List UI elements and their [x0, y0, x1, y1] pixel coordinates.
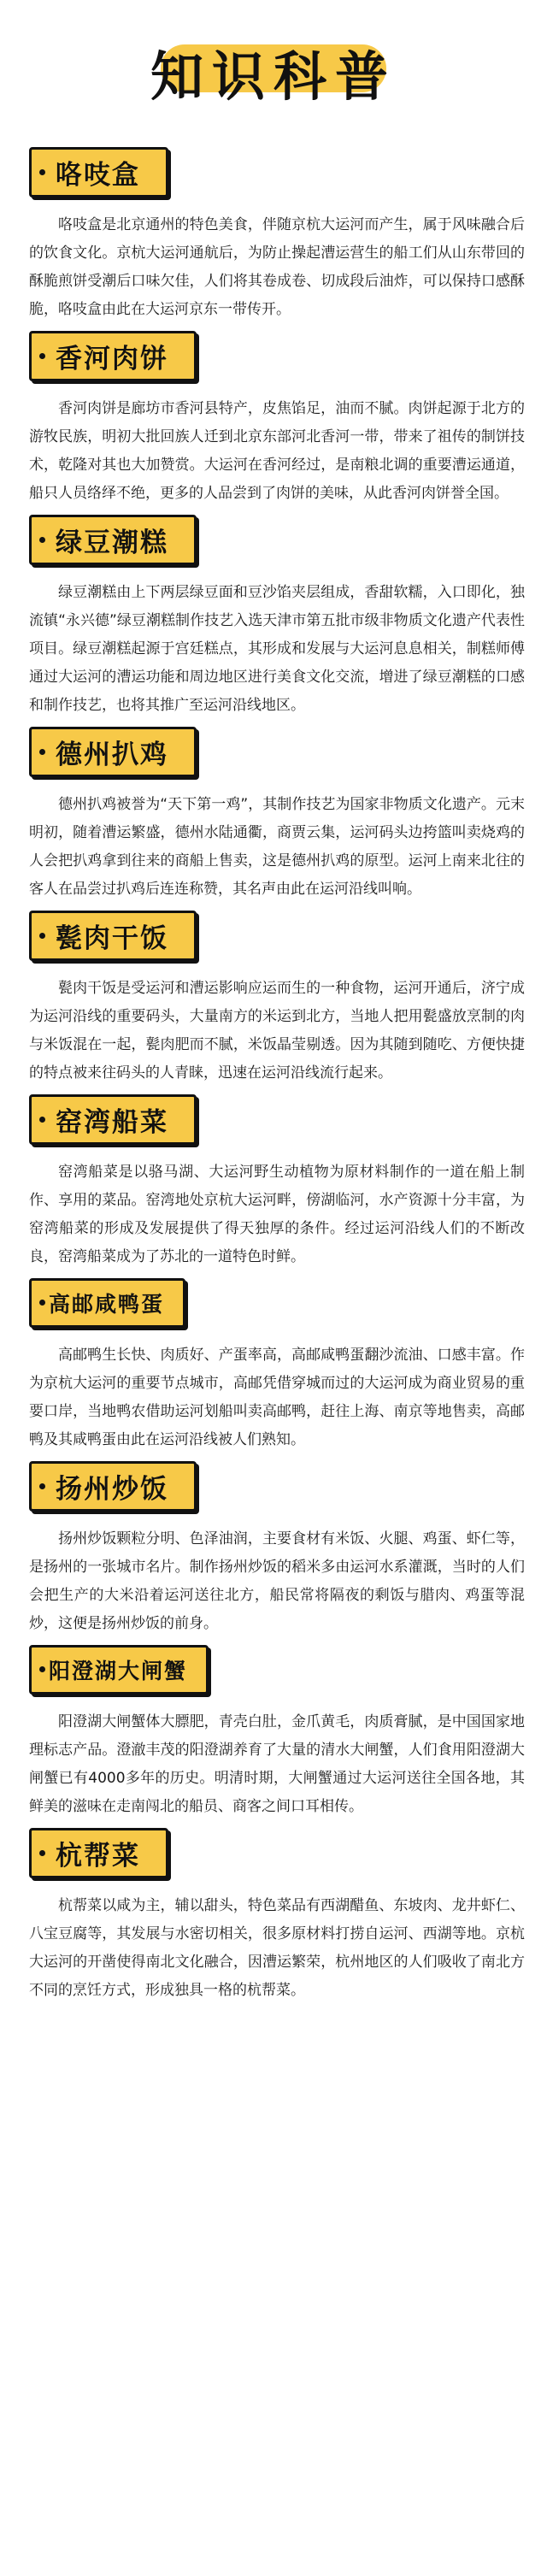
sections-list: [0, 147, 547, 2005]
section-text: 香河肉饼是廊坊市香河县特产，皮焦馅足，油而不腻。肉饼起源于北方的游牧民族，明初大批回族人迁到北京东部河北香河一带，带来了祖传的制饼技术，乾隆对其也大加赞赏。大运河在香河经过，是南粮北调的重要漕运通道，船只人员络绎不绝，更多的人品尝到了肉饼的美味，从此香河肉饼誉全国。: [29, 400, 525, 502]
section-gezhihe: [29, 147, 525, 324]
section-title: 高邮咸鸭蛋: [29, 1278, 185, 1328]
section-yaowan-chuancai: [29, 1094, 525, 1271]
page-header: [0, 0, 547, 147]
section-gaoyou-xianyadan: [29, 1278, 525, 1454]
page-title: 知识科普: [150, 45, 397, 108]
section-bengrou-ganfan: [29, 911, 525, 1088]
section-xianghe-roubing: [29, 331, 525, 508]
section-yangzhou-chaofan: [29, 1461, 525, 1638]
section-title: 德州扒鸡: [29, 727, 197, 777]
section-title: 甏肉干饭: [29, 911, 197, 961]
section-yangchenghu-dazhaxie: [29, 1645, 525, 1821]
section-title: 咯吱盒: [29, 147, 168, 197]
section-text: 扬州炒饭颗粒分明、色泽油润，主要食材有米饭、火腿、鸡蛋、虾仁等，是扬州的一张城市名片。制作扬州炒饭的稻米多由运河水系灌溉，当时的人们会把生产的大米沿着运河送往北方，船民常将隔夜的剩饭与腊肉、鸡蛋等混炒，这便是扬州炒饭的前身。: [29, 1530, 525, 1632]
section-text: 甏肉干饭是受运河和漕运影响应运而生的一种食物，运河开通后，济宁成为运河沿线的重要码头，大量南方的米运到北方，当地人把用甏盛放烹制的肉与米饭混在一起，甏肉肥而不腻，米饭晶莹剔透。因为其随到随吃、方便快捷的特点被来往码头的人青睐，迅速在运河沿线流行起来。: [29, 980, 525, 1082]
section-title: 杭帮菜: [29, 1828, 168, 1878]
section-title: 香河肉饼: [29, 331, 197, 381]
section-text: 咯吱盒是北京通州的特色美食，伴随京杭大运河而产生，属于风味融合后的饮食文化。京杭大运河通航后，为防止操起漕运营生的船工们从山东带回的酥脆煎饼受潮后口味欠佳，人们将其卷成卷、切成段后油炸，可以保持口感酥脆，咯吱盒由此在大运河京东一带传开。: [29, 216, 525, 318]
section-title: 绿豆潮糕: [29, 515, 197, 565]
section-title: 窑湾船菜: [29, 1094, 197, 1145]
section-hangbangcai: [29, 1828, 525, 2005]
section-title: 扬州炒饭: [29, 1461, 197, 1512]
section-text: 高邮鸭生长快、肉质好、产蛋率高，高邮咸鸭蛋翻沙流油、口感丰富。作为京杭大运河的重要节点城市，高邮凭借穿城而过的大运河成为商业贸易的重要口岸，当地鸭农借助运河划船叫卖高邮鸭，赶往上海、南京等地售卖，高邮鸭及其咸鸭蛋由此在运河沿线被人们熟知。: [29, 1347, 525, 1448]
section-dezhou-paji: [29, 727, 525, 904]
section-text: 窑湾船菜是以骆马湖、大运河野生动植物为原材料制作的一道在船上制作、享用的菜品。窑湾地处京杭大运河畔，傍湖临河，水产资源十分丰富，为窑湾船菜的形成及发展提供了得天独厚的条件。经过运河沿线人们的不断改良，窑湾船菜成为了苏北的一道特色时鲜。: [29, 1164, 525, 1265]
section-title: 阳澄湖大闸蟹: [29, 1645, 209, 1695]
section-text: 德州扒鸡被誉为“天下第一鸡”，其制作技艺为国家非物质文化遗产。元末明初，随着漕运繁盛，德州水陆通衢，商贾云集，运河码头边挎篮叫卖烧鸡的人会把扒鸡拿到往来的商船上售卖，这是德州扒鸡的原型。运河上南来北往的客人在品尝过扒鸡后连连称赞，其名声由此在运河沿线叫响。: [29, 796, 525, 898]
section-text: 阳澄湖大闸蟹体大膘肥，青壳白肚，金爪黄毛，肉质膏腻，是中国国家地理标志产品。澄澈丰茂的阳澄湖养育了大量的清水大闸蟹，人们食用阳澄湖大闸蟹已有4000多年的历史。明清时期，大闸蟹通过大运河送往全国各地，其鲜美的滋味在走南闯北的船员、商客之间口耳相传。: [29, 1713, 525, 1815]
section-lvdou-chaogao: [29, 515, 525, 720]
section-text: 杭帮菜以咸为主，辅以甜头，特色菜品有西湖醋鱼、东坡肉、龙井虾仁、八宝豆腐等，其发展与水密切相关，很多原材料打捞自运河、西湖等地。京杭大运河的开凿使得南北文化融合，因漕运繁荣，杭州地区的人们吸收了南北方不同的烹饪方式，形成独具一格的杭帮菜。: [29, 1897, 525, 1999]
section-text: 绿豆潮糕由上下两层绿豆面和豆沙馅夹层组成，香甜软糯，入口即化，独流镇“永兴德”绿豆潮糕制作技艺入选天津市第五批市级非物质文化遗产代表性项目。绿豆潮糕起源于宫廷糕点，其形成和发展与大运河息息相关，制糕师傅通过大运河的漕运功能和周边地区进行美食文化交流，增进了绿豆潮糕的口感和制作技艺，也将其推广至运河沿线地区。: [29, 584, 525, 714]
